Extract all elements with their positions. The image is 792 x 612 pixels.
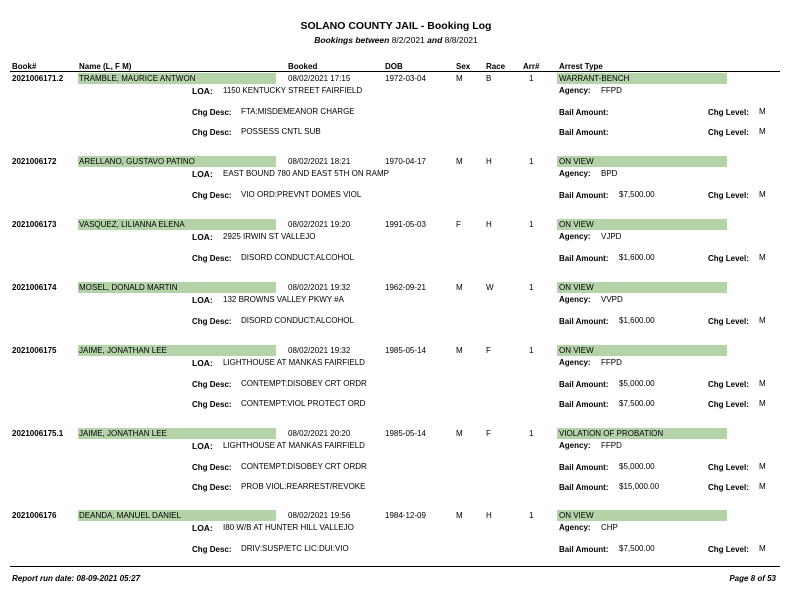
sex: F — [456, 220, 461, 229]
arrest-number: 1 — [529, 511, 534, 520]
loa-label: LOA: — [192, 358, 213, 368]
date-from: 8/2/2021 — [391, 35, 425, 45]
bail-amount-label: Bail Amount: — [559, 254, 609, 263]
booked-datetime: 08/02/2021 17:15 — [288, 74, 351, 83]
bail-amount-label: Bail Amount: — [559, 380, 609, 389]
report-title: SOLANO COUNTY JAIL - Booking Log — [300, 20, 492, 32]
bail-amount-label: Bail Amount: — [559, 128, 609, 137]
dob: 1985-05-14 — [385, 346, 426, 355]
sex: M — [456, 283, 463, 292]
book-number: 2021006175.1 — [12, 429, 64, 438]
arrest-type: WARRANT-BENCH — [559, 74, 630, 83]
arrest-number: 1 — [529, 429, 534, 438]
chg-level-label: Chg Level: — [708, 128, 749, 137]
bail-amount-label: Bail Amount: — [559, 317, 609, 326]
chg-desc-label: Chg Desc: — [192, 191, 232, 200]
charge-level: M — [759, 127, 766, 136]
inmate-name: JAIME, JONATHAN LEE — [79, 346, 167, 355]
chg-desc-label: Chg Desc: — [192, 463, 232, 472]
bail-amount: $15,000.00 — [619, 482, 660, 491]
chg-desc-label: Chg Desc: — [192, 254, 232, 263]
sex: M — [456, 157, 463, 166]
charge-level: M — [759, 379, 766, 388]
loa-value: 132 BROWNS VALLEY PKWY #A — [223, 295, 344, 304]
agency-value: FFPD — [601, 358, 622, 367]
bail-amount: $7,500.00 — [619, 544, 655, 553]
arrest-type: ON VIEW — [559, 346, 594, 355]
loa-label: LOA: — [192, 169, 213, 179]
inmate-name: VASQUEZ, LILIANNA ELENA — [79, 220, 185, 229]
inmate-name: MOSEL, DONALD MARTIN — [79, 283, 178, 292]
bail-amount: $1,600.00 — [619, 316, 655, 325]
chg-level-label: Chg Level: — [708, 400, 749, 409]
loa-label: LOA: — [192, 295, 213, 305]
inmate-name: ARELLANO, GUSTAVO PATINO — [79, 157, 195, 166]
loa-value: 2925 IRWIN ST VALLEJO — [223, 232, 316, 241]
chg-level-label: Chg Level: — [708, 380, 749, 389]
race: H — [486, 511, 492, 520]
agency-label: Agency: — [559, 295, 591, 304]
bail-amount: $1,600.00 — [619, 253, 655, 262]
book-number: 2021006172 — [12, 157, 57, 166]
agency-value: VVPD — [601, 295, 623, 304]
chg-desc-label: Chg Desc: — [192, 483, 232, 492]
loa-label: LOA: — [192, 441, 213, 451]
arrest-number: 1 — [529, 157, 534, 166]
agency-value: FFPD — [601, 441, 622, 450]
chg-level-label: Chg Level: — [708, 191, 749, 200]
charge-level: M — [759, 399, 766, 408]
bail-amount: $7,500.00 — [619, 190, 655, 199]
agency-label: Agency: — [559, 441, 591, 450]
arrest-type: ON VIEW — [559, 283, 594, 292]
col-race: Race — [486, 62, 506, 71]
agency-label: Agency: — [559, 86, 591, 95]
charge-description: CONTEMPT:DISOBEY CRT ORDR — [241, 462, 367, 471]
loa-value: I80 W/B AT HUNTER HILL VALLEJO — [223, 523, 354, 532]
report-run-date: Report run date: 08-09-2021 05:27 — [12, 574, 141, 583]
book-number: 2021006173 — [12, 220, 57, 229]
loa-label: LOA: — [192, 232, 213, 242]
arrest-number: 1 — [529, 283, 534, 292]
loa-value: 1150 KENTUCKY STREET FAIRFIELD — [223, 86, 363, 95]
charge-description: FTA:MISDEMEANOR CHARGE — [241, 107, 355, 116]
dob: 1970-04-17 — [385, 157, 426, 166]
charge-description: DISORD CONDUCT:ALCOHOL — [241, 253, 354, 262]
charge-level: M — [759, 316, 766, 325]
sex: M — [456, 74, 463, 83]
arrest-type: ON VIEW — [559, 511, 594, 520]
booked-datetime: 08/02/2021 19:32 — [288, 346, 351, 355]
chg-desc-label: Chg Desc: — [192, 380, 232, 389]
book-number: 2021006175 — [12, 346, 57, 355]
bail-amount-label: Bail Amount: — [559, 108, 609, 117]
booked-datetime: 08/02/2021 19:20 — [288, 220, 351, 229]
chg-level-label: Chg Level: — [708, 463, 749, 472]
charge-description: POSSESS CNTL SUB — [241, 127, 321, 136]
chg-desc-label: Chg Desc: — [192, 317, 232, 326]
col-arr: Arr# — [523, 62, 540, 71]
book-number: 2021006174 — [12, 283, 57, 292]
inmate-name: TRAMBLE, MAURICE ANTWON — [79, 74, 196, 83]
arrest-type: VIOLATION OF PROBATION — [559, 429, 664, 438]
charge-description: VIO ORD:PREVNT DOMES VIOL — [241, 190, 362, 199]
arrest-number: 1 — [529, 346, 534, 355]
bail-amount: $5,000.00 — [619, 379, 655, 388]
agency-value: CHP — [601, 523, 618, 532]
chg-desc-label: Chg Desc: — [192, 128, 232, 137]
booked-datetime: 08/02/2021 19:32 — [288, 283, 351, 292]
charge-level: M — [759, 462, 766, 471]
dob: 1972-03-04 — [385, 74, 426, 83]
sex: M — [456, 511, 463, 520]
bail-amount-label: Bail Amount: — [559, 545, 609, 554]
arrest-type: ON VIEW — [559, 220, 594, 229]
agency-value: VJPD — [601, 232, 622, 241]
race: H — [486, 157, 492, 166]
col-arrest-type: Arrest Type — [559, 62, 603, 71]
agency-value: BPD — [601, 169, 618, 178]
page-number: Page 8 of 53 — [729, 574, 776, 583]
col-sex: Sex — [456, 62, 471, 71]
charge-level: M — [759, 482, 766, 491]
subtitle-and: and — [427, 35, 443, 45]
charge-level: M — [759, 253, 766, 262]
charge-description: DRIV:SUSP/ETC LIC:DUI:VIO — [241, 544, 349, 553]
arrest-type: ON VIEW — [559, 157, 594, 166]
agency-value: FFPD — [601, 86, 622, 95]
bail-amount-label: Bail Amount: — [559, 483, 609, 492]
book-number: 2021006176 — [12, 511, 57, 520]
agency-label: Agency: — [559, 169, 591, 178]
race: F — [486, 429, 491, 438]
race: H — [486, 220, 492, 229]
loa-label: LOA: — [192, 86, 213, 96]
race: B — [486, 74, 492, 83]
dob: 1985-05-14 — [385, 429, 426, 438]
bail-amount-label: Bail Amount: — [559, 400, 609, 409]
charge-level: M — [759, 190, 766, 199]
booked-datetime: 08/02/2021 19:56 — [288, 511, 351, 520]
footer-rule — [10, 566, 780, 567]
sex: M — [456, 429, 463, 438]
chg-desc-label: Chg Desc: — [192, 108, 232, 117]
header-rule — [10, 71, 780, 72]
chg-level-label: Chg Level: — [708, 317, 749, 326]
agency-label: Agency: — [559, 523, 591, 532]
charge-description: CONTEMPT:VIOL PROTECT ORD — [241, 399, 366, 408]
subtitle-prefix: Bookings between — [314, 35, 390, 45]
report-subtitle — [0, 35, 792, 45]
charge-description: CONTEMPT:DISOBEY CRT ORDR — [241, 379, 367, 388]
bail-amount: $5,000.00 — [619, 462, 655, 471]
charge-description: DISORD CONDUCT:ALCOHOL — [241, 316, 354, 325]
chg-desc-label: Chg Desc: — [192, 400, 232, 409]
bail-amount-label: Bail Amount: — [559, 463, 609, 472]
dob: 1962-09-21 — [385, 283, 426, 292]
dob: 1991-05-03 — [385, 220, 426, 229]
charge-level: M — [759, 544, 766, 553]
race: F — [486, 346, 491, 355]
chg-desc-label: Chg Desc: — [192, 545, 232, 554]
arrest-number: 1 — [529, 74, 534, 83]
race: W — [486, 283, 494, 292]
chg-level-label: Chg Level: — [708, 254, 749, 263]
chg-level-label: Chg Level: — [708, 483, 749, 492]
chg-level-label: Chg Level: — [708, 545, 749, 554]
charge-level: M — [759, 107, 766, 116]
sex: M — [456, 346, 463, 355]
dob: 1984-12-09 — [385, 511, 426, 520]
loa-value: EAST BOUND 780 AND EAST 5TH ON RAMP — [223, 169, 389, 178]
arrest-number: 1 — [529, 220, 534, 229]
chg-level-label: Chg Level: — [708, 108, 749, 117]
loa-value: LIGHTHOUSE AT MANKAS FAIRFIELD — [223, 358, 365, 367]
agency-label: Agency: — [559, 358, 591, 367]
col-dob: DOB — [385, 62, 403, 71]
agency-label: Agency: — [559, 232, 591, 241]
loa-value: LIGHTHOUSE AT MANKAS FAIRFIELD — [223, 441, 365, 450]
inmate-name: JAIME, JONATHAN LEE — [79, 429, 167, 438]
col-booked: Booked — [288, 62, 318, 71]
loa-label: LOA: — [192, 523, 213, 533]
book-number: 2021006171.2 — [12, 74, 64, 83]
booked-datetime: 08/02/2021 18:21 — [288, 157, 351, 166]
inmate-name: DEANDA, MANUEL DANIEL — [79, 511, 181, 520]
bail-amount: $7,500.00 — [619, 399, 655, 408]
date-to: 8/8/2021 — [444, 35, 478, 45]
charge-description: PROB VIOL:REARREST/REVOKE — [241, 482, 366, 491]
booked-datetime: 08/02/2021 20:20 — [288, 429, 351, 438]
col-book: Book# — [12, 62, 37, 71]
bail-amount-label: Bail Amount: — [559, 191, 609, 200]
col-name: Name (L, F M) — [79, 62, 132, 71]
